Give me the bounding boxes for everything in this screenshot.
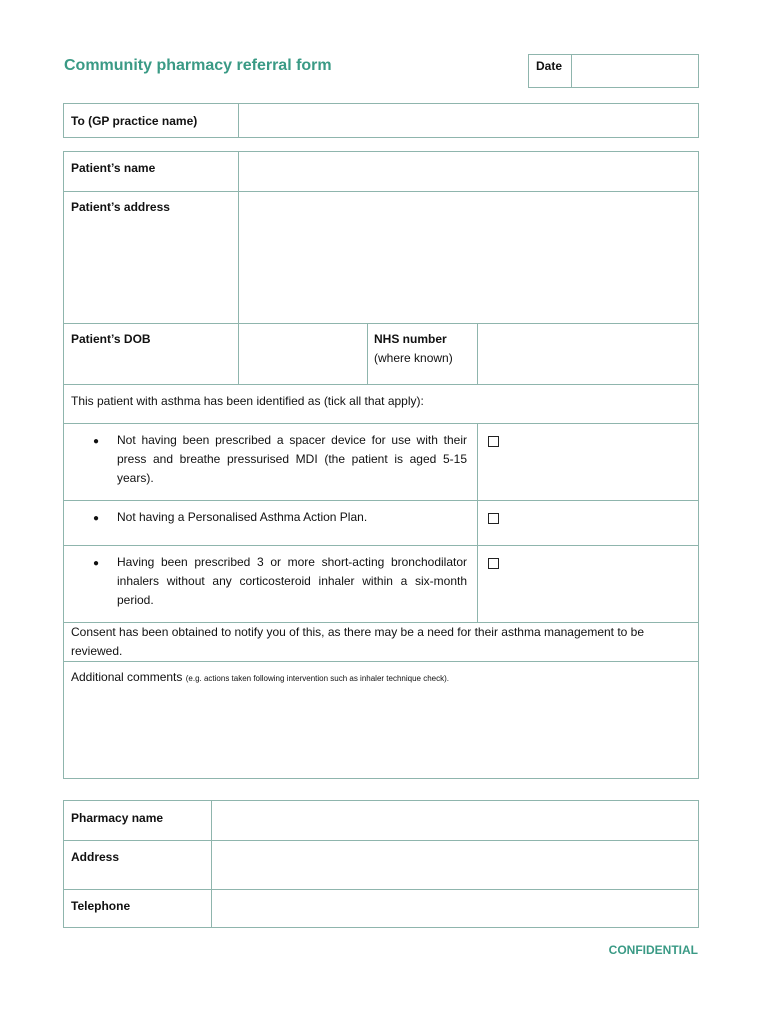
pharmacy-address-row — [64, 840, 698, 889]
patient-dob-label: Patient’s DOB — [71, 332, 151, 346]
patient-dob-field[interactable] — [238, 324, 367, 384]
identified-intro-row — [64, 384, 698, 423]
bullet-icon: ● — [93, 558, 100, 569]
date-box — [528, 54, 699, 88]
comments-row[interactable] — [64, 661, 698, 778]
consent-text: Consent has been obtained to notify you of this, as there may be a need for their asthma management to be reviewed. — [71, 625, 645, 658]
confidential-label: CONFIDENTIAL — [608, 943, 698, 957]
gp-practice-label: To (GP practice name) — [71, 114, 198, 128]
pharmacy-telephone-row — [64, 889, 698, 927]
checkbox[interactable] — [488, 436, 499, 447]
date-field[interactable] — [571, 55, 699, 87]
checkbox[interactable] — [488, 513, 499, 524]
criterion-text: Not having a Personalised Asthma Action Plan. — [117, 510, 368, 524]
patient-address-field[interactable] — [238, 192, 698, 323]
comments-label: Additional comments — [71, 670, 183, 684]
identified-intro: This patient with asthma has been identified as (tick all that apply): — [71, 394, 424, 408]
checkbox[interactable] — [488, 558, 499, 569]
gp-practice-field[interactable] — [238, 104, 698, 137]
gp-practice-row — [63, 103, 699, 138]
bullet-icon: ● — [93, 436, 100, 447]
nhs-number-field[interactable] — [477, 324, 698, 384]
criterion-check-cell — [477, 546, 698, 622]
criterion-row — [64, 500, 698, 545]
nhs-number-label: NHS number — [374, 332, 447, 346]
criterion-row — [64, 545, 698, 622]
patient-form — [63, 151, 699, 779]
dob-nhs-row — [64, 323, 698, 384]
patient-address-label: Patient’s address — [71, 200, 170, 214]
date-label: Date — [536, 59, 563, 73]
nhs-label-cell — [367, 324, 477, 384]
criterion-text: Having been prescribed 3 or more short-acting bronchodilator inhalers without any corticosteroid inhaler within a six-month period. — [117, 555, 467, 607]
pharmacy-telephone-label: Telephone — [71, 899, 131, 913]
pharmacy-telephone-field[interactable] — [211, 890, 698, 928]
consent-row — [64, 622, 698, 661]
patient-name-label: Patient’s name — [71, 161, 156, 175]
criterion-row — [64, 423, 698, 500]
comments-label-line — [71, 668, 449, 688]
nhs-number-sublabel: (where known) — [374, 351, 453, 365]
bullet-icon: ● — [93, 513, 100, 524]
pharmacy-name-field[interactable] — [211, 801, 698, 840]
patient-address-row — [64, 191, 698, 323]
pharmacy-form — [63, 800, 699, 928]
criterion-check-cell — [477, 424, 698, 500]
pharmacy-address-label: Address — [71, 850, 120, 864]
criterion-check-cell — [477, 501, 698, 545]
patient-name-field[interactable] — [238, 152, 698, 191]
criterion-text: Not having been prescribed a spacer device for use with their press and breathe pressurised MDI (the patient is aged 5-15 years). — [117, 433, 467, 485]
form-title: Community pharmacy referral form — [64, 57, 332, 74]
pharmacy-address-field[interactable] — [211, 841, 698, 889]
pharmacy-name-label: Pharmacy name — [71, 811, 164, 825]
comments-hint: (e.g. actions taken following intervention such as inhaler technique check). — [185, 674, 449, 683]
